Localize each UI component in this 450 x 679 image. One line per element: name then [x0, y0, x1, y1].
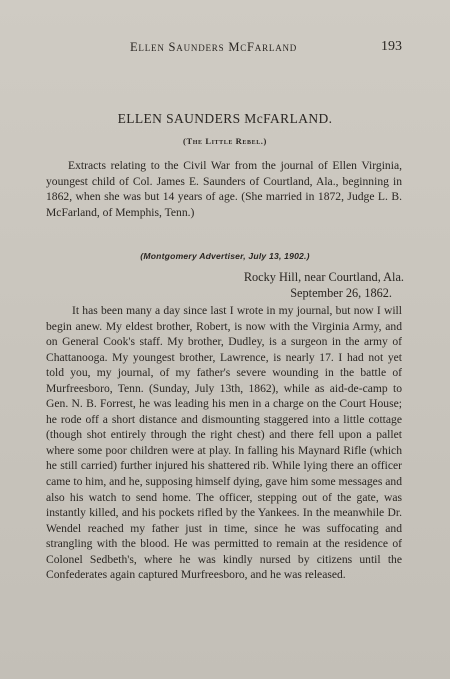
running-header [0, 40, 450, 58]
journal-dateline [154, 270, 404, 301]
intro-paragraph: Extracts relating to the Civil War from the journal of Ellen Virginia, youngest child of Col. James E. Saunders of Courtland, Ala., beginning in 1862, when she was but 14 years of age. (She married in 1872, Judge L. B. McFarland, of Memphis, Tenn.) [46, 159, 402, 219]
running-title: Ellen Saunders McFarland [130, 40, 298, 54]
journal-entry-paragraph: It has been many a day since last I wrote in my journal, but now I will begin anew. My eldest brother, Robert, is now with the Virginia Army, and on General Cook's staff. My brother, Dudley, is a surgeon in the army of Chattanooga. My youngest brother, Lawrence, is nearly 17. I had not yet told you, my journal, of my father's severe wounding in the battle of Murfreesboro, Tenn. (Sunday, July 13th, 1862), while as aid-de-camp to Gen. N. B. Forrest, he was leading his men in a charge on the Court House; he rode off a short distance and dismounting staggered into a little cottage (though shot entirely through the right chest) and there fell upon a pallet where some poor children were at play. In falling his Maynard Rifle (which he still carried) further injured his shattered rib. While lying there an officer came to him, and he, supposing himself dying, gave him some messages and also his watch to send home. The officer, stepping out of the gate, was instantly killed, and his pockets rifled by the Yankees. In the meanwhile Dr. Wendel reached my father just in time, since he was suffocating and strangling with the blood. He was permitted to remain at the residence of Colonel Sedbeth's, where he was kindly nursed by citizens until the Confederates again captured Murfreesboro, and he was released. [46, 304, 402, 582]
dateline-place: Rocky Hill, near Courtland, Ala. [243, 270, 404, 284]
chapter-title: ELLEN SAUNDERS McFARLAND. [117, 111, 333, 126]
dateline-date: September 26, 1862. [290, 285, 392, 300]
chapter-subtitle: (The Little Rebel.) [183, 136, 267, 146]
source-citation: (Montgomery Advertiser, July 13, 1902.) [140, 251, 310, 261]
page-number: 193 [381, 39, 402, 54]
